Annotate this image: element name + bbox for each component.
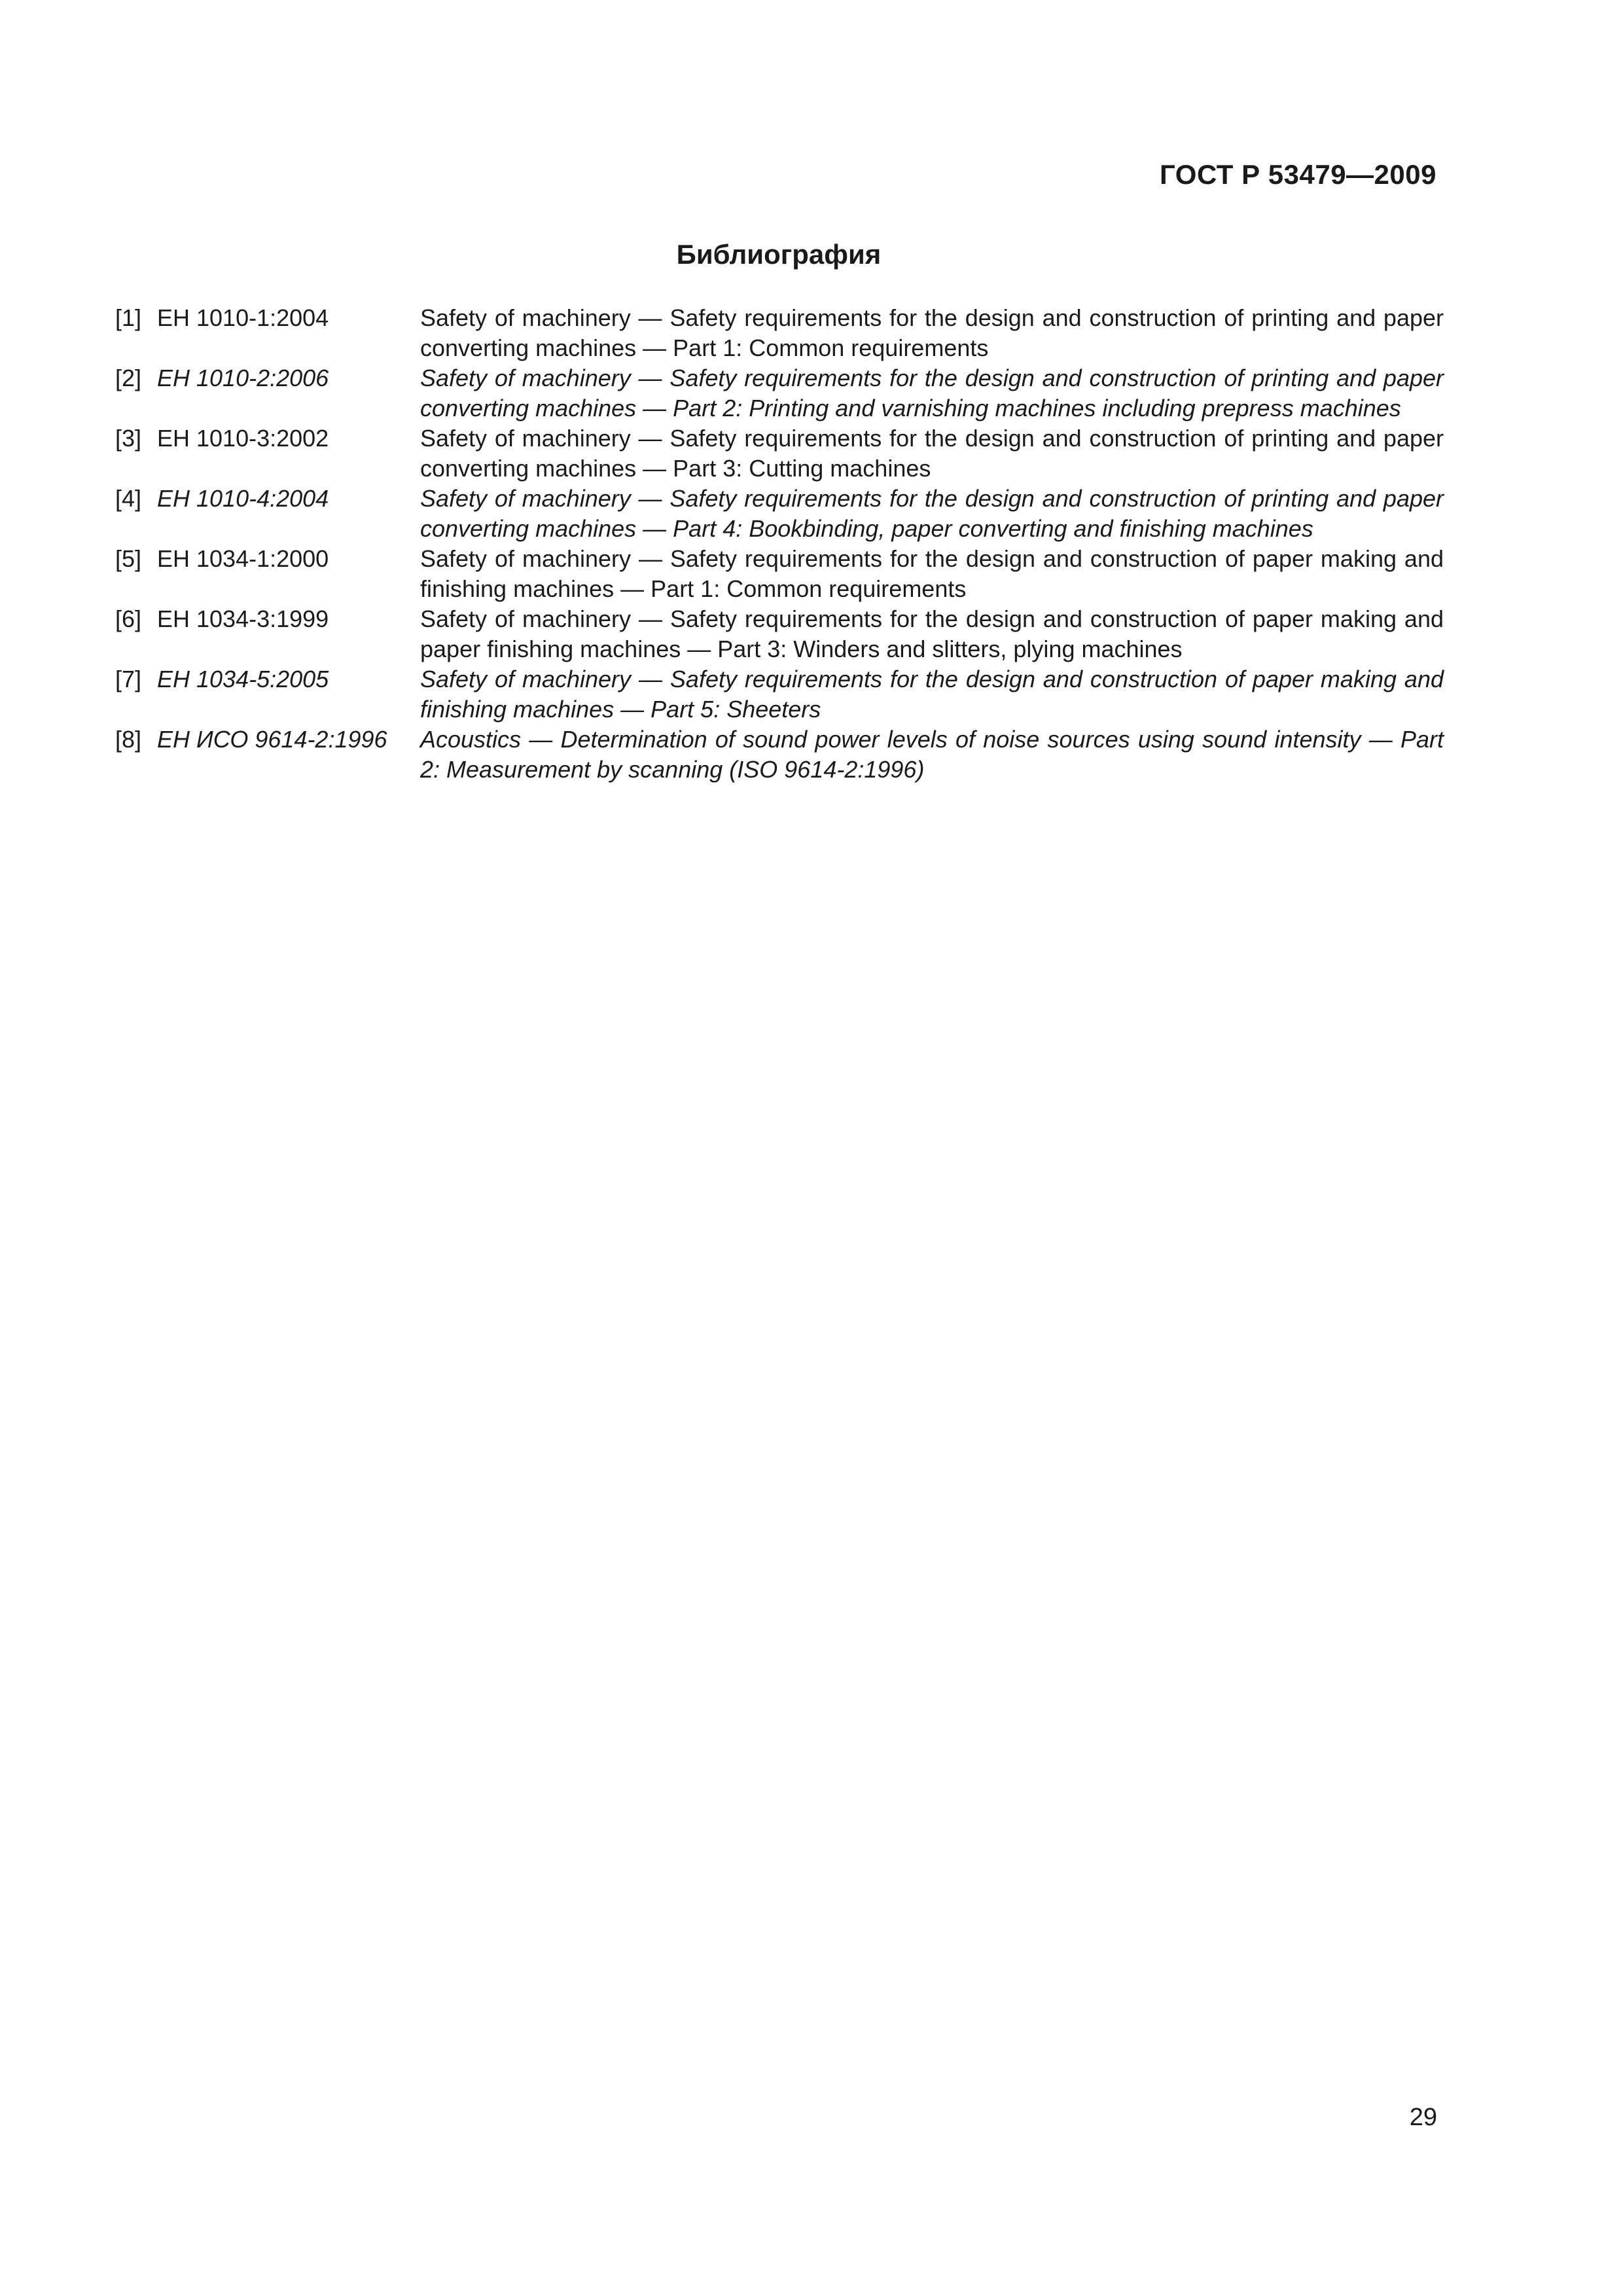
bibliography-reference [115, 664, 420, 694]
bibliography-title: Safety of machinery — Safety requirements for the design and construction of printing and paper converting machines — Part 2: Printing and varnishing machines including prepress machines [420, 365, 1444, 422]
bibliography-code: EH 1034-3:1999 [157, 605, 329, 632]
bibliography-reference [115, 544, 420, 574]
bibliography-number: [4] [115, 485, 142, 512]
bibliography-title: Acoustics — Determination of sound power levels of noise sources using sound intensity — Part 2: Measurement by scanning (ISO 9614-2:1996) [420, 726, 1444, 783]
bibliography-code: EH 1010-1:2004 [157, 304, 329, 331]
bibliography-entry-8 [115, 725, 1444, 785]
bibliography-code: EH 1034-5:2005 [157, 666, 329, 692]
bibliography-entry-4 [115, 484, 1444, 544]
bibliography-entry-7 [115, 664, 1444, 725]
section-title: Библиография [676, 239, 882, 270]
bibliography-number: [5] [115, 545, 142, 572]
bibliography-entry-6 [115, 604, 1444, 664]
bibliography-code: EH 1010-2:2006 [157, 365, 329, 391]
bibliography-title: Safety of machinery — Safety requirements for the design and construction of printing and paper converting machines — Part 1: Common requirements [420, 304, 1444, 361]
standard-code-header: ГОСТ Р 53479—2009 [1160, 159, 1436, 190]
bibliography-title: Safety of machinery — Safety requirements for the design and construction of paper making and finishing machines — Part 5: Sheeters [420, 666, 1444, 723]
bibliography-number: [3] [115, 425, 142, 452]
bibliography-entry-2 [115, 363, 1444, 423]
bibliography-title: Safety of machinery — Safety requirements for the design and construction of paper making and finishing machines — Part 1: Common requirements [420, 545, 1444, 602]
bibliography-reference [115, 363, 420, 393]
bibliography-entry-3 [115, 423, 1444, 484]
bibliography-title: Safety of machinery — Safety requirements for the design and construction of printing and paper converting machines — Part 3: Cutting machines [420, 425, 1444, 482]
bibliography-number: [6] [115, 605, 142, 632]
bibliography-number: [8] [115, 726, 142, 753]
bibliography-code: EH 1034-1:2000 [157, 545, 329, 572]
bibliography-reference [115, 725, 420, 755]
bibliography-number: [2] [115, 365, 142, 391]
bibliography-reference [115, 423, 420, 454]
bibliography-code: EH 1010-3:2002 [157, 425, 329, 452]
bibliography-number: [7] [115, 666, 142, 692]
bibliography-entry-1 [115, 303, 1444, 363]
bibliography-reference [115, 484, 420, 514]
bibliography-reference [115, 604, 420, 634]
bibliography-number: [1] [115, 304, 142, 331]
bibliography-list [115, 303, 1444, 785]
page-number: 29 [1409, 2104, 1437, 2131]
bibliography-reference [115, 303, 420, 333]
bibliography-title: Safety of machinery — Safety requirements for the design and construction of printing and paper converting machines — Part 4: Bookbinding, paper converting and finishing machines [420, 485, 1444, 542]
bibliography-entry-5 [115, 544, 1444, 604]
bibliography-code: EH 1010-4:2004 [157, 485, 329, 512]
bibliography-code: EH ИСО 9614-2:1996 [157, 726, 387, 753]
bibliography-title: Safety of machinery — Safety requirements for the design and construction of paper making and paper finishing machines — Part 3: Winders and slitters, plying machines [420, 605, 1444, 662]
